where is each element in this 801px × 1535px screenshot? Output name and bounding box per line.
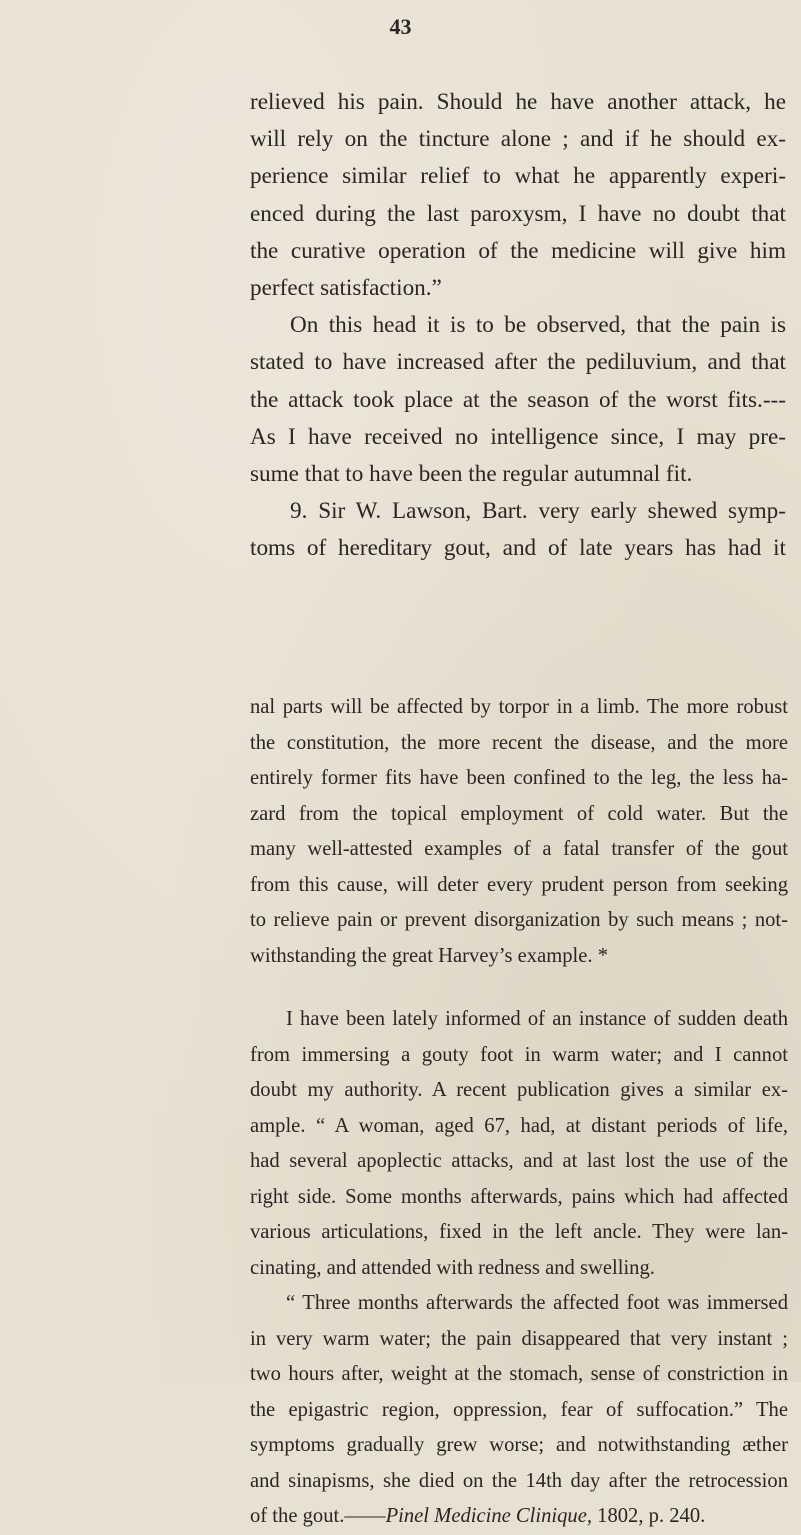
footnote-line: symptoms gradually grew worse; and notwithstanding æther bbox=[250, 1434, 788, 1456]
footnote-line: doubt my authority. A recent publication gives a similar ex- bbox=[250, 1079, 788, 1101]
footnote-line: withstanding the great Harvey’s example. * bbox=[250, 944, 608, 967]
footnote-text bbox=[250, 690, 788, 974]
citation-suffix: 1802, p. 240. bbox=[592, 1505, 706, 1527]
citation-line bbox=[250, 1499, 788, 1535]
main-text bbox=[250, 84, 786, 568]
citation-title: Pinel Medicine Clinique, bbox=[385, 1505, 593, 1527]
footnote-line: entirely former fits have been confined to the leg, the less ha- bbox=[250, 767, 788, 789]
footnote-line: nal parts will be affected by torpor in a limb. The more robust bbox=[250, 696, 788, 718]
text-line: stated to have increased after the pediluvium, and that bbox=[250, 349, 786, 376]
footnote-line: from this cause, will deter every prudent person from seeking bbox=[250, 873, 788, 896]
footnote-line: to relieve pain or prevent disorganization by such means ; not- bbox=[250, 909, 788, 931]
footnote-line: right side. Some months afterwards, pains which had affected bbox=[250, 1185, 788, 1208]
text-line: perience similar relief to what he apparently experi- bbox=[250, 163, 786, 190]
text-line: relieved his pain. Should he have another attack, he bbox=[250, 89, 786, 115]
footnote-line: two hours after, weight at the stomach, sense of constriction in bbox=[250, 1363, 788, 1385]
footnote-line: I have been lately informed of an instance of sudden death bbox=[286, 1008, 788, 1030]
footnote-line: zard from the topical employment of cold water. But the bbox=[250, 802, 788, 825]
footnote-line: cinating, and attended with redness and swelling. bbox=[250, 1256, 655, 1279]
citation-prefix: of the gout.—— bbox=[250, 1505, 386, 1527]
footnote-line: “ Three months afterwards the affected foot was immersed bbox=[286, 1292, 788, 1314]
text-line: the attack took place at the season of the worst fits.--- bbox=[250, 386, 786, 413]
text-line: As I have received no intelligence since, I may pre- bbox=[250, 423, 786, 450]
text-line: toms of hereditary gout, and of late years has had it bbox=[250, 535, 786, 562]
text-line: perfect satisfaction.” bbox=[250, 275, 442, 302]
text-line: 9. Sir W. Lawson, Bart. very early shewed symp- bbox=[290, 498, 786, 525]
text-line: the curative operation of the medicine will give him bbox=[250, 237, 786, 264]
footnote-line: the epigastric region, oppression, fear of suffocation.” The bbox=[250, 1398, 788, 1421]
footnote-line: and sinapisms, she died on the 14th day after the retrocession bbox=[250, 1469, 788, 1492]
text-line: will rely on the tincture alone ; and if he should ex- bbox=[250, 126, 786, 153]
footnote-line: various articulations, fixed in the left ancle. They were lan- bbox=[250, 1221, 788, 1243]
footnote-line: had several apoplectic attacks, and at last lost the use of the bbox=[250, 1150, 788, 1172]
text-line: On this head it is to be observed, that the pain is bbox=[290, 312, 786, 339]
footnote-line: from immersing a gouty foot in warm water; and I cannot bbox=[250, 1043, 788, 1066]
footnote-line: ample. “ A woman, aged 67, had, at distant periods of life, bbox=[250, 1114, 788, 1137]
footnote-line: in very warm water; the pain disappeared that very instant ; bbox=[250, 1327, 788, 1350]
page-number: 43 bbox=[389, 14, 412, 39]
text-line: enced during the last paroxysm, I have no doubt that bbox=[250, 200, 786, 227]
text-line: sume that to have been the regular autumnal fit. bbox=[250, 461, 693, 488]
footnote-line: many well-attested examples of a fatal transfer of the gout bbox=[250, 838, 788, 860]
footnote-text-continued bbox=[250, 1002, 788, 1535]
footnote-line: the constitution, the more recent the disease, and the more bbox=[250, 731, 788, 754]
